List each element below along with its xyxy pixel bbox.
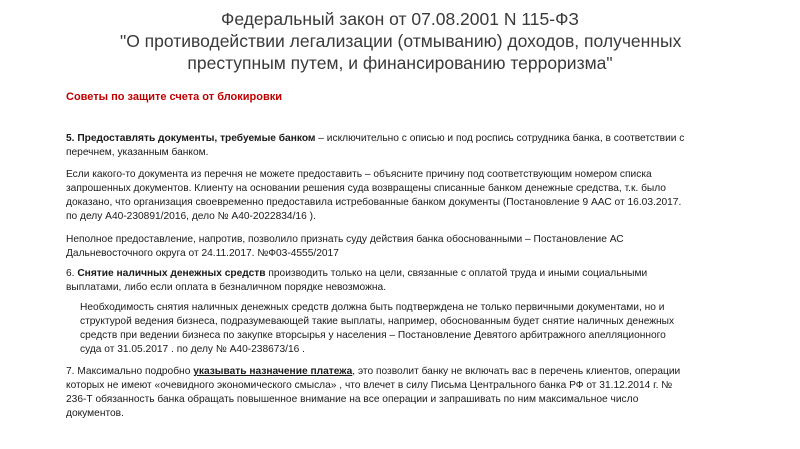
slide-title — [120, 8, 680, 74]
paragraph-item-7 — [66, 365, 680, 421]
paragraph-line: доказано, что организация своевременно предоставила истребованные банком документы (Постановление 9 ААС от 16.03.2017. — [66, 197, 682, 208]
paragraph-line: документов. — [66, 408, 124, 419]
paragraph-item-6-details — [80, 301, 674, 357]
paragraph-line: структурой ведения бизнеса, подразумевающей такие выплаты, например, обоснованным будет снятие наличных денежных — [80, 316, 675, 327]
item-5-heading: 5. Предоставлять документы, требуемые банком — [66, 133, 316, 144]
item-7-text: , это позволит банку не включать вас в перечень клиентов, операции — [352, 366, 681, 377]
paragraph-line: запрошенных документов. Клиенту на основании решения суда возвращены списанные банком денежные средства, т.к. было — [66, 183, 666, 194]
item-6-text: производить только на цели, связанные с оплатой труда и иными социальными — [265, 268, 648, 279]
paragraph-line: Дальневосточного округа от 24.11.2017. №Ф03-4555/2017 — [66, 248, 339, 259]
paragraph-line — [66, 365, 680, 379]
paragraph-line: Неполное предоставление, напротив, позволило признать суду действия банка обоснованными – Постановление АС — [66, 234, 624, 245]
item-5-text: – исключительно с описью и под роспись сотрудника банка, в соответствии с — [315, 133, 685, 144]
paragraph-item-5 — [66, 132, 684, 160]
paragraph-line: средств при ведении бизнеса по закупке вторсырья у населения – Постановление Девятого арбитражного апелляционного — [80, 330, 666, 341]
section-subtitle: Советы по защите счета от блокировки — [66, 91, 283, 103]
title-line-3: преступным путем, и финансированию терроризма" — [187, 53, 613, 73]
item-7-heading: указывать назначение платежа — [193, 366, 353, 377]
item-6-heading: Снятие наличных денежных средств — [77, 268, 266, 279]
item-6-prefix: 6. — [66, 268, 78, 279]
paragraph-line: перечнем, указанным банком. — [66, 147, 209, 158]
paragraph-line: выплатами, либо если оплата в безналичном порядке невозможна. — [66, 282, 387, 293]
item-7-prefix: 7. Максимально подробно — [66, 366, 194, 377]
title-line-1: Федеральный закон от 07.08.2001 N 115-ФЗ — [221, 9, 579, 29]
paragraph-item-6 — [66, 267, 647, 295]
paragraph-line — [66, 267, 647, 281]
paragraph-line: суда от 31.05.2017 . по делу № А40-238673/16 . — [80, 344, 305, 355]
paragraph-line: которых не имеют «очевидного экономического смысла» , что влечет в силу Письма Центрального банка РФ от 31.12.2014 г. № — [66, 380, 673, 391]
paragraph-item-5-note — [66, 233, 624, 261]
paragraph-line: 236-Т обязанность банка обращать повышенное внимание на все операции и запрашивать по ним максимальное число — [66, 394, 639, 405]
paragraph-item-5-details — [66, 168, 681, 224]
title-line-2: "О противодействии легализации (отмыванию) доходов, полученных — [120, 31, 682, 51]
paragraph-line: Если какого-то документа из перечня не можете предоставить – объясните причину под соответствующим номером списка — [66, 169, 652, 180]
paragraph-line — [66, 132, 684, 146]
paragraph-line: по делу А40-230891/2016, дело № А40-2022834/16 ). — [66, 211, 316, 222]
paragraph-line: Необходимость снятия наличных денежных средств должна быть подтверждена не только первичными документами, но и — [80, 302, 665, 313]
